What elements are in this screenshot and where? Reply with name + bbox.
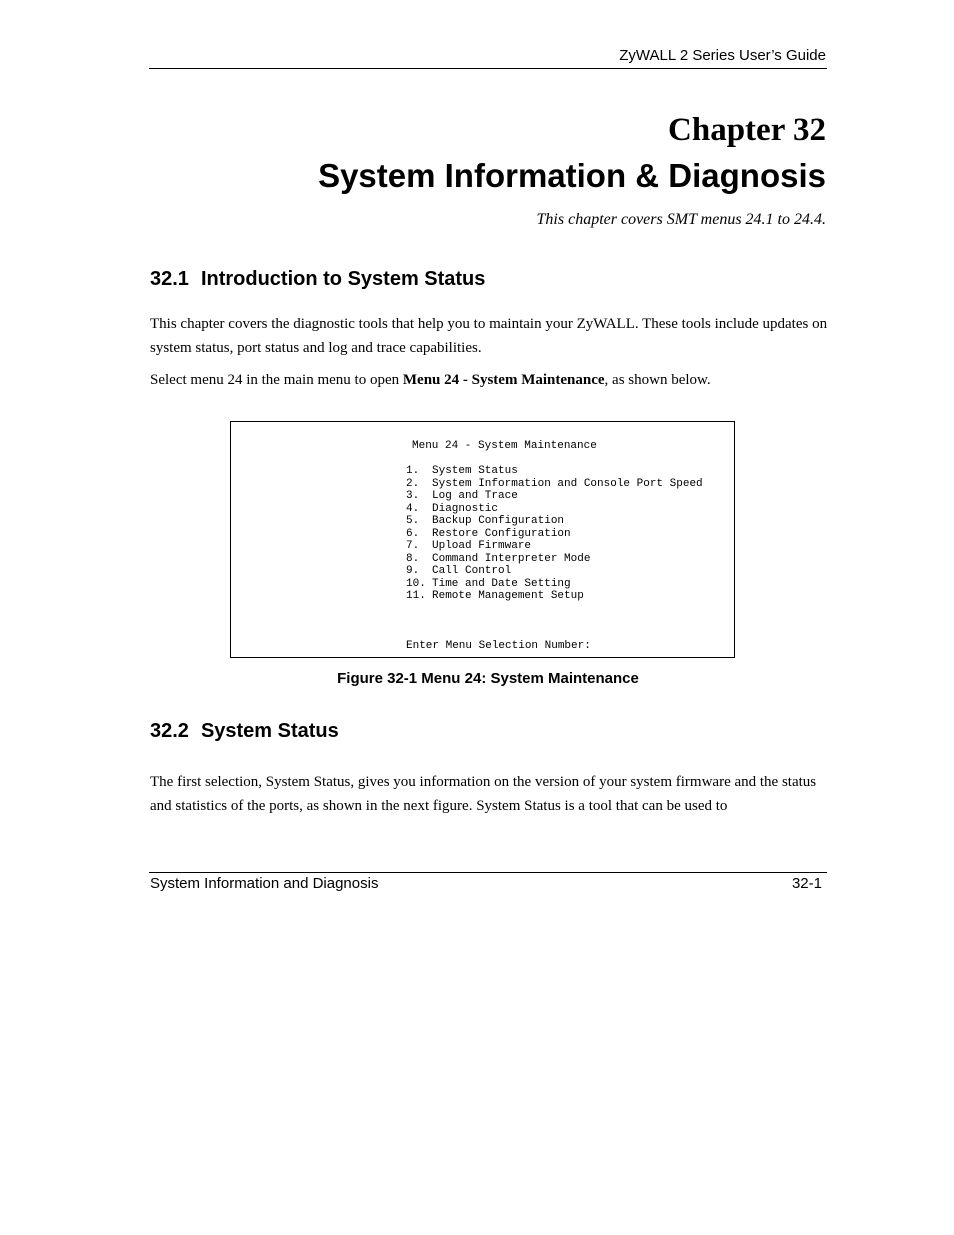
paragraph-text: , as shown below. bbox=[604, 372, 711, 388]
menu-item-label: Backup Configuration bbox=[432, 515, 565, 527]
running-header: ZyWALL 2 Series User’s Guide bbox=[619, 47, 826, 64]
menu-item-number: 2. bbox=[406, 477, 420, 490]
menu-item-number: 7. bbox=[406, 540, 420, 552]
menu-item bbox=[406, 540, 703, 553]
menu-24-screen bbox=[230, 421, 735, 658]
menu-item-number: 4. bbox=[406, 502, 420, 515]
menu-item-label: Command Interpreter Mode bbox=[432, 552, 591, 565]
section-title: System Status bbox=[200, 720, 339, 742]
menu-item-number: 9. bbox=[406, 565, 420, 577]
menu-item-label: System Information and Console Port Speed bbox=[432, 477, 703, 490]
menu-item bbox=[406, 465, 703, 478]
chapter-number: Chapter 32 bbox=[668, 112, 826, 148]
menu-item-label: Remote Management Setup bbox=[432, 590, 584, 602]
section-heading-32-1 bbox=[150, 268, 485, 291]
menu-item-number: 1. bbox=[406, 465, 420, 477]
footer-rule bbox=[149, 872, 827, 873]
menu-item bbox=[406, 478, 703, 491]
menu-item-label: Restore Configuration bbox=[432, 527, 571, 540]
menu-item-label: Diagnostic bbox=[432, 502, 499, 515]
menu-item-list bbox=[406, 465, 703, 603]
menu-item-number: 3. bbox=[406, 490, 420, 502]
menu-item-label: Call Control bbox=[432, 565, 512, 577]
section-title: Introduction to System Status bbox=[200, 268, 486, 290]
paragraph-text: Select menu 24 in the main menu to open bbox=[150, 372, 403, 388]
menu-item-number: 10. bbox=[406, 577, 426, 590]
menu-item bbox=[406, 515, 703, 528]
chapter-title: System Information & Diagnosis bbox=[318, 157, 826, 194]
menu-item-label: Upload Firmware bbox=[432, 540, 532, 552]
menu-item-label: Time and Date Setting bbox=[432, 577, 571, 590]
menu-item bbox=[406, 503, 703, 516]
section-number: 32.1 bbox=[150, 268, 189, 290]
menu-item bbox=[406, 590, 703, 603]
figure-caption: Figure 32-1 Menu 24: System Maintenance bbox=[337, 670, 639, 687]
menu-title: Menu 24 - System Maintenance bbox=[412, 440, 597, 452]
intro-paragraph: This chapter covers the diagnostic tools that help you to maintain your ZyWALL. These tools include updates on system status, port status and log and trace capabilities. bbox=[150, 316, 828, 356]
menu-item bbox=[406, 528, 703, 541]
menu-item-label: Log and Trace bbox=[432, 490, 518, 502]
section-number: 32.2 bbox=[150, 720, 189, 742]
chapter-subtitle: This chapter covers SMT menus 24.1 to 24.4. bbox=[536, 211, 826, 228]
footer-page-number: 32-1 bbox=[791, 875, 822, 892]
menu-item-number: 5. bbox=[406, 515, 420, 527]
menu-item bbox=[406, 565, 703, 578]
menu-item-label: System Status bbox=[432, 465, 518, 477]
menu-item-number: 11. bbox=[406, 590, 426, 602]
menu-selection-prompt: Enter Menu Selection Number: bbox=[406, 640, 591, 652]
menu-item-number: 8. bbox=[406, 552, 420, 565]
menu-item bbox=[406, 578, 703, 591]
menu-item bbox=[406, 490, 703, 503]
header-rule bbox=[149, 68, 827, 69]
section-heading-32-2 bbox=[150, 720, 339, 743]
system-status-paragraph: The first selection, System Status, gives you information on the version of your system firmware and the status and statistics of the ports, as shown in the next figure. System Status is a tool that can be used to bbox=[150, 774, 817, 814]
footer-chapter-name: System Information and Diagnosis bbox=[150, 875, 379, 892]
menu-item bbox=[406, 553, 703, 566]
menu-intro-paragraph bbox=[150, 368, 830, 392]
menu-item-number: 6. bbox=[406, 527, 420, 540]
menu-name-bold: Menu 24 - System Maintenance bbox=[402, 372, 605, 388]
